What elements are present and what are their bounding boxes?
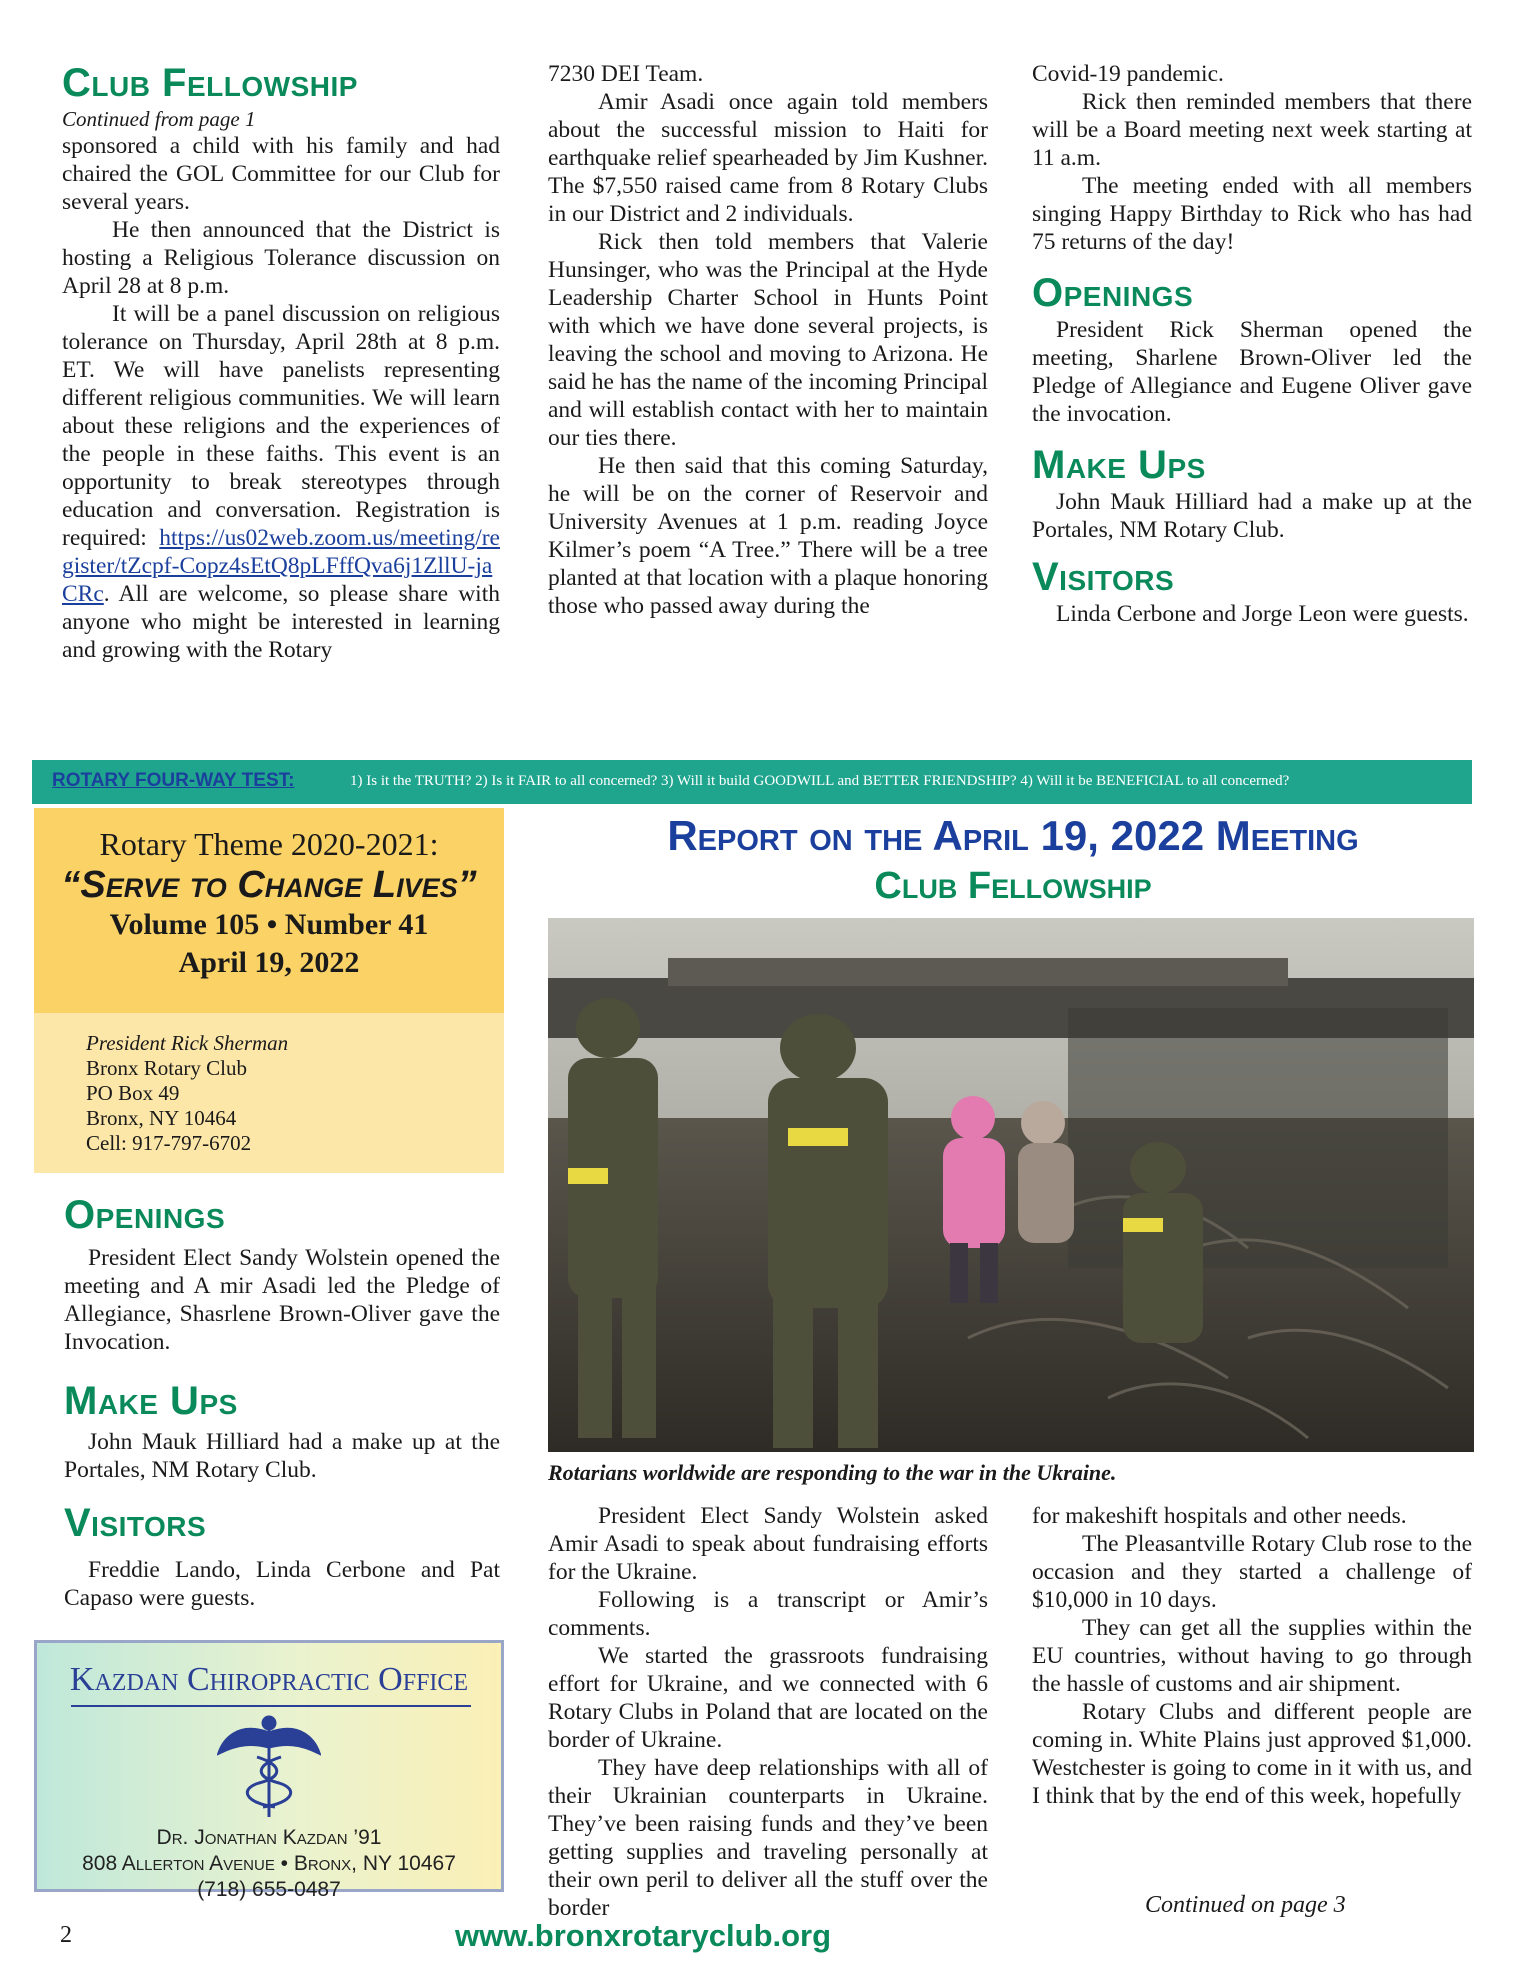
openings-heading: Openings [64, 1193, 226, 1237]
club-fellowship-heading: Club Fellowship [62, 61, 358, 105]
openings-text: President Elect Sandy Wolstein opened the meeting and A mir Asadi led the Pledge of Allegiance, Shasrlene Brown-Oliver gave the Invocation. [64, 1245, 500, 1355]
visitors-heading: Visitors [64, 1501, 207, 1545]
report-b-paragraph-0: for makeshift hospitals and other needs. [1032, 1503, 1407, 1529]
col2-paragraph-3: He then said that this coming Saturday, he will be on the corner of Reservoir and University Avenues at 1 p.m. reading Joyce Kilmer’s poem “A Tree.” There will be a tree planted at that location with a plaque honoring those who passed away during the [548, 453, 988, 619]
continued-from-note: Continued from page 1 [62, 107, 256, 131]
report-column-a [548, 1502, 988, 1922]
four-way-test-questions: 1) Is it the TRUTH? 2) Is it FAIR to all concerned? 3) Will it build GOODWILL and BETTER FRIENDSHIP? 4) Will it be BENEFICIAL to all concerned? [350, 773, 1290, 789]
four-way-test-bar [32, 760, 1472, 804]
visitors-text-top: Linda Cerbone and Jorge Leon were guests. [1056, 601, 1469, 627]
cell-phone: Cell: 917-797-6702 [86, 1131, 252, 1155]
makeups-text: John Mauk Hilliard had a make up at the Portales, NM Rotary Club. [64, 1429, 500, 1483]
col3-paragraph-2: The meeting ended with all members singing Happy Birthday to Rick who has had 75 returns of the day! [1032, 173, 1472, 255]
ad-divider [71, 1705, 471, 1707]
theme-slogan: “Serve to Change Lives” [61, 864, 477, 906]
makeups-heading-top: Make Ups [1032, 443, 1206, 487]
top-column-3 [1032, 60, 1472, 628]
visitors-text: Freddie Lando, Linda Cerbone and Pat Capaso were guests. [64, 1557, 500, 1611]
kazdan-chiropractic-ad [34, 1640, 504, 1901]
makeups-heading: Make Ups [64, 1379, 238, 1423]
po-box: PO Box 49 [86, 1081, 180, 1105]
ad-contact [37, 1825, 501, 1903]
city-zip: Bronx, NY 10464 [86, 1106, 237, 1130]
website-link[interactable]: www.bronxrotaryclub.org [455, 1918, 832, 1953]
rotary-theme-box [34, 808, 504, 1013]
report-a-paragraph-1: President Elect Sandy Wolstein asked Amir Asadi to speak about fundraising efforts for the Ukraine. [548, 1503, 988, 1585]
theme-year: Rotary Theme 2020-2021: [99, 826, 439, 862]
ad-address: 808 Allerton Avenue • Bronx, NY 10467 [82, 1852, 456, 1875]
report-column-b [1032, 1502, 1472, 1810]
photo-caption: Rotarians worldwide are responding to the war in the Ukraine. [548, 1460, 1117, 1485]
president-name: President Rick Sherman [86, 1031, 289, 1055]
openings-heading-top: Openings [1032, 271, 1194, 315]
continued-on-note: Continued on page 3 [1145, 1892, 1346, 1918]
report-a-paragraph-2: Following is a transcript or Amir’s comments. [548, 1587, 988, 1641]
doctor-name: Dr. Jonathan Kazdan ’91 [156, 1826, 382, 1849]
makeups-text-top: John Mauk Hilliard had a make up at the Portales, NM Rotary Club. [1032, 489, 1472, 543]
four-way-test-label: ROTARY FOUR-WAY TEST: [52, 770, 295, 791]
ukraine-photo [548, 918, 1474, 1452]
col3-paragraph-0: Covid-19 pandemic. [1032, 61, 1224, 87]
top-column-2 [548, 60, 988, 620]
col1-paragraph-1: sponsored a child with his family and had chaired the GOL Committee for our Club for several years. [62, 133, 500, 215]
report-subheading: Club Fellowship [874, 865, 1152, 907]
report-a-paragraph-4: They have deep relationships with all of their Ukrainian counterparts in Ukraine. They’ve been raising funds and they’ve been getting supplies and traveling personally at their own peril to deliver all the stuff over the border [548, 1755, 988, 1921]
report-b-paragraph-3: Rotary Clubs and different people are coming in. White Plains just approved $1,000. Westchester is going to come in it with us, and I think that by the end of this week, hopefully [1032, 1699, 1472, 1809]
top-column-1 [62, 60, 500, 664]
report-a-paragraph-3: We started the grassroots fundraising effort for Ukraine, and we connected with 6 Rotary Clubs in Poland that are located on the border of Ukraine. [548, 1643, 988, 1753]
ad-title: Kazdan Chiropractic Office [69, 1661, 469, 1698]
openings-text-top: President Rick Sherman opened the meeting, Sharlene Brown-Oliver led the Pledge of Allegiance and Eugene Oliver gave the invocation. [1032, 317, 1472, 427]
registration-link[interactable]: https://us02web.zoom.us/meeting/register/tZcpf-Copz4sEtQ8pLFffQva6j1ZllU-jaCRc [62, 525, 500, 607]
col1-paragraph-2: He then announced that the District is hosting a Religious Tolerance discussion on April 28 at 8 p.m. [62, 217, 500, 299]
caduceus-icon [217, 1713, 321, 1823]
report-b-paragraph-2: They can get all the supplies within the EU countries, without having to go through the hassle of customs and air shipment. [1032, 1615, 1472, 1697]
ad-phone: (718) 655-0487 [197, 1878, 341, 1901]
club-name: Bronx Rotary Club [86, 1056, 247, 1080]
col1-paragraph-3-text: It will be a panel discussion on religious tolerance on Thursday, April 28th at 8 p.m. ET. We will have panelists representing different religious communities. We will learn about these religions and the experiences of the people in these faiths. This event is an opportunity to break stereotypes through education and conversation. Registration is required: [62, 301, 500, 551]
report-b-paragraph-1: The Pleasantville Rotary Club rose to the occasion and they started a challenge of $10,000 in 10 days. [1032, 1531, 1472, 1613]
page-number: 2 [60, 1922, 72, 1948]
volume-number: Volume 105 • Number 41 [109, 908, 429, 941]
report-heading: Report on the April 19, 2022 Meeting [667, 812, 1359, 859]
photo-scene [548, 918, 1474, 1452]
issue-date: April 19, 2022 [178, 946, 360, 979]
visitors-heading-top: Visitors [1032, 555, 1175, 599]
left-lower-column [64, 1192, 500, 1612]
col2-paragraph-0: 7230 DEI Team. [548, 61, 704, 87]
col3-paragraph-1: Rick then reminded members that there will be a Board meeting next week starting at 11 a.m. [1032, 89, 1472, 171]
col2-paragraph-2: Rick then told members that Valerie Hunsinger, who was the Principal at the Hyde Leadership Charter School in Hunts Point with which we have done several projects, is leaving the school and moving to Arizona. He said he has the name of the incoming Principal and will establish contact with her to maintain our ties there. [548, 229, 988, 451]
col2-paragraph-1: Amir Asadi once again told members about the successful mission to Haiti for earthquake relief spearheaded by Jim Kushner. The $7,550 raised came from 8 Rotary Clubs in our District and 2 individuals. [548, 89, 988, 227]
col1-paragraph-3 [62, 300, 500, 664]
col1-paragraph-3-tail: . All are welcome, so please share with anyone who might be interested in learning and growing with the Rotary [62, 581, 500, 663]
club-address-box [34, 1013, 504, 1173]
